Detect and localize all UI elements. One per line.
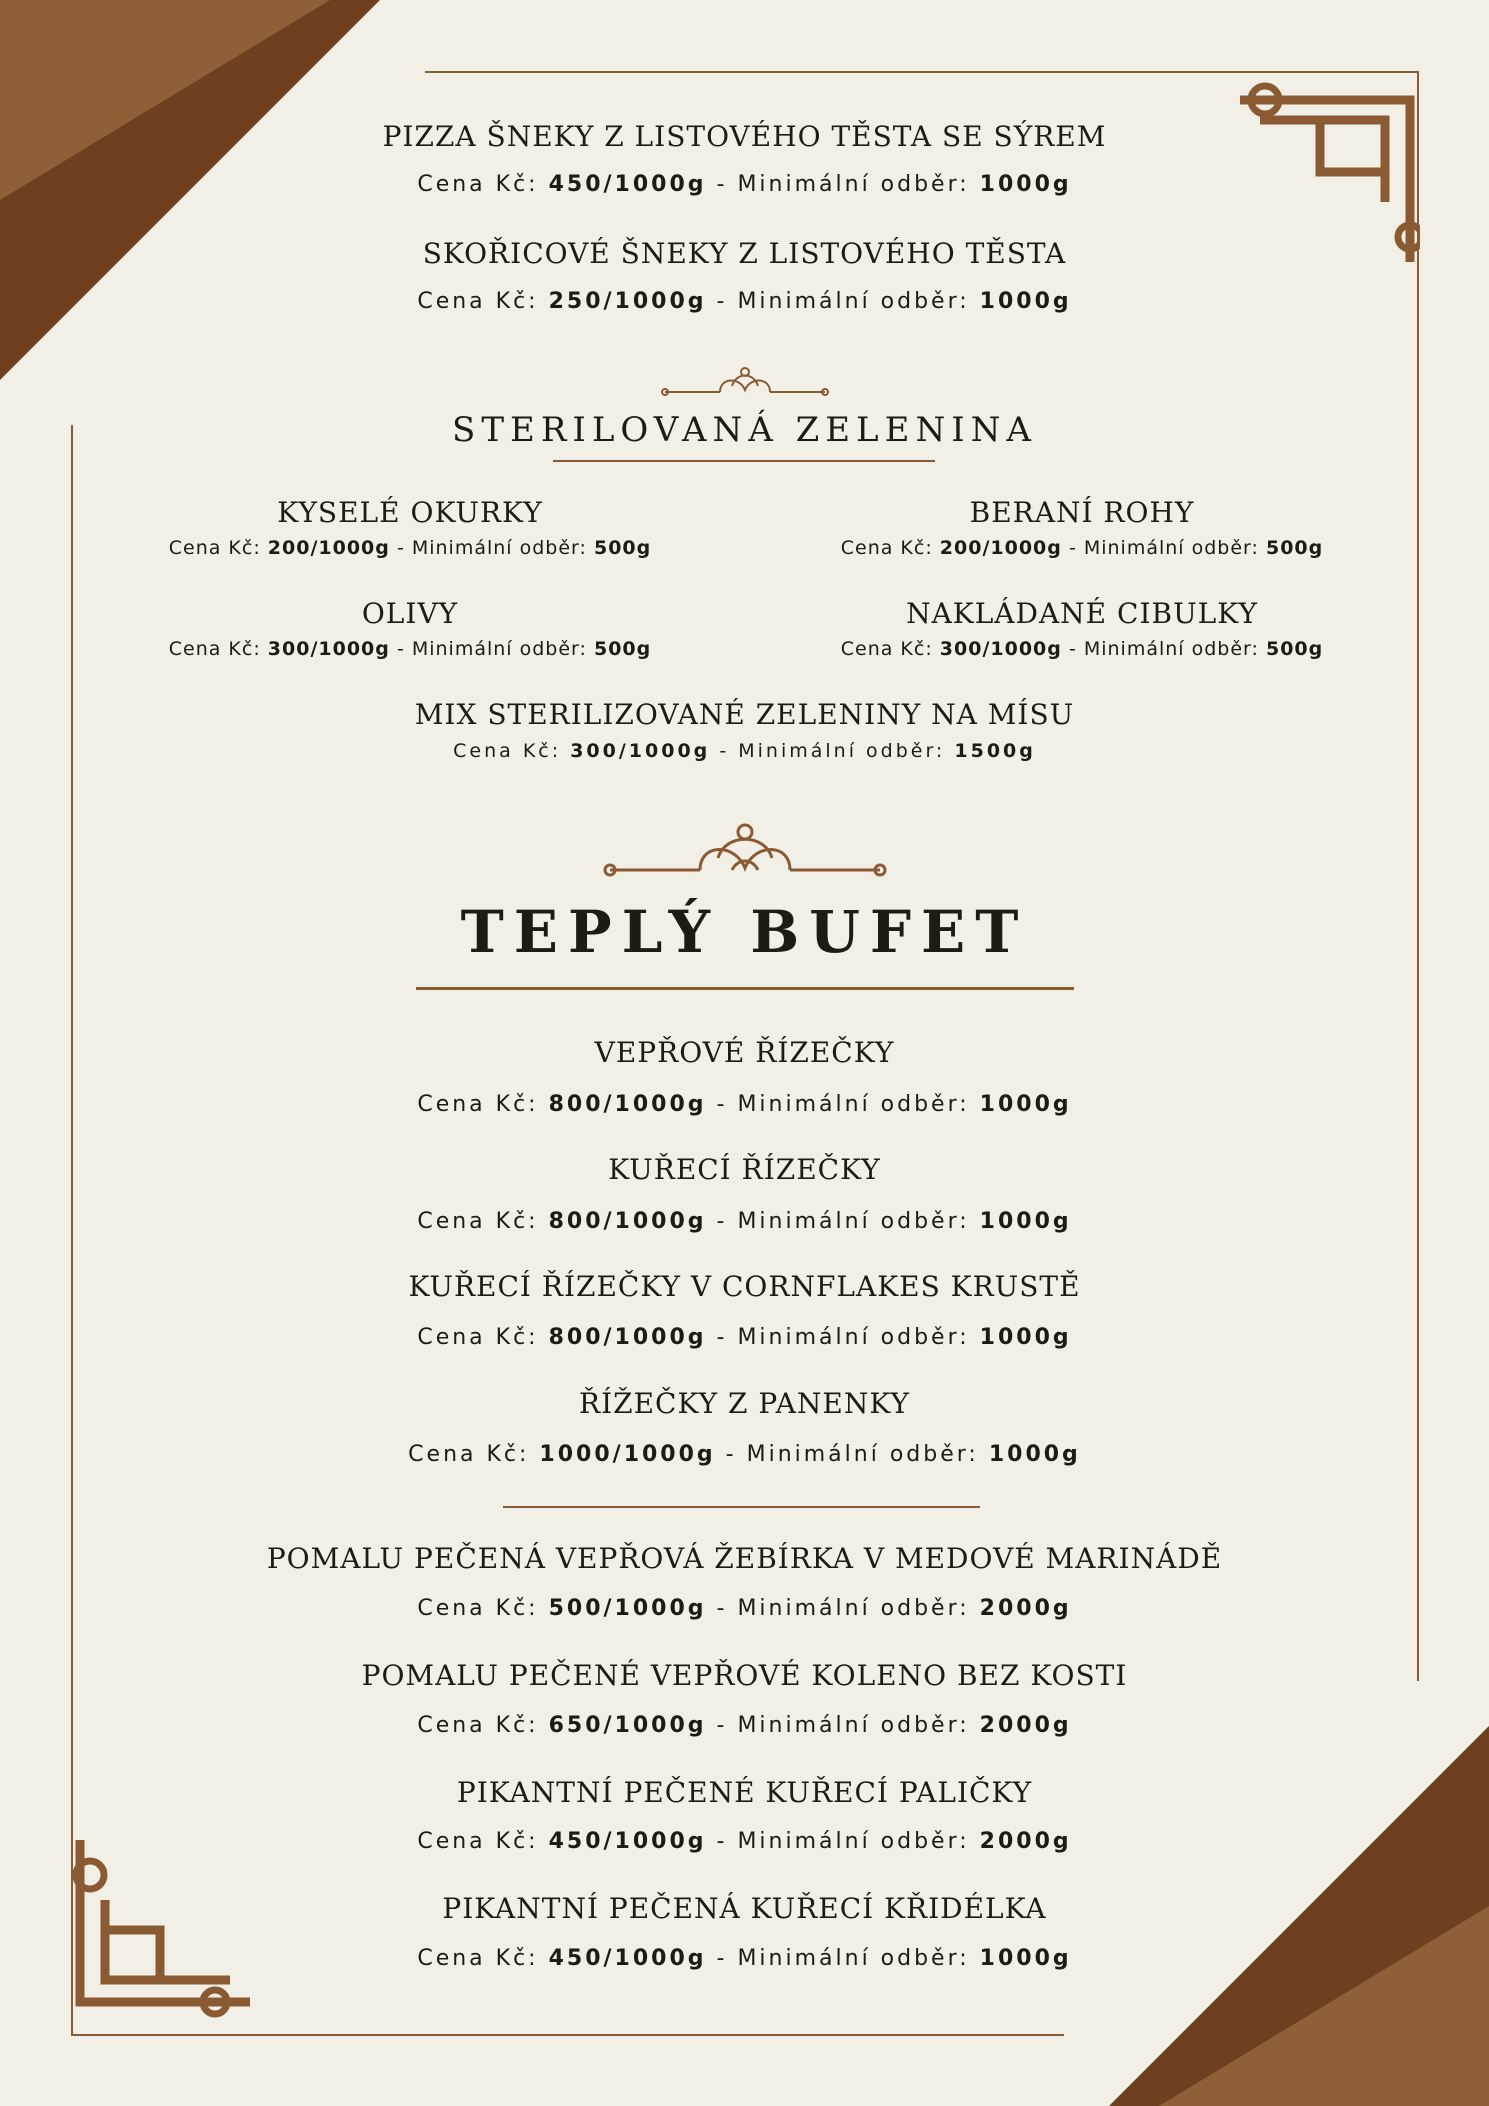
item-name: OLIVY (361, 597, 459, 630)
item-name: ŘÍŽEČKY Z PANENKY (579, 1387, 910, 1420)
bottom-left-ornament-icon (70, 1830, 270, 2030)
flourish-icon (660, 362, 830, 402)
item-price-line: Cena Kč: 650/1000g - Minimální odběr: 2000g (417, 1713, 1072, 1738)
section-divider (503, 1506, 980, 1508)
item-price-line: Cena Kč: 250/1000g - Minimální odběr: 1000g (417, 289, 1072, 314)
item-price-line: Cena Kč: 200/1000g - Minimální odběr: 500g (840, 537, 1324, 559)
frame-bottom-line (71, 2034, 1064, 2036)
item-name: KUŘECÍ ŘÍZEČKY (608, 1153, 881, 1186)
item-price-line: Cena Kč: 800/1000g - Minimální odběr: 1000g (417, 1209, 1072, 1234)
section-heading-hot-buffet: TEPLÝ BUFET (460, 898, 1029, 966)
item-name: PIKANTNÍ PEČENÁ KUŘECÍ KŘIDÉLKA (442, 1892, 1047, 1925)
item-price-line: Cena Kč: 200/1000g - Minimální odběr: 500g (168, 537, 652, 559)
item-price-line: Cena Kč: 450/1000g - Minimální odběr: 2000g (417, 1829, 1072, 1854)
item-name: KUŘECÍ ŘÍZEČKY V CORNFLAKES KRUSTĚ (408, 1270, 1081, 1303)
heading-underline (416, 987, 1074, 990)
item-price-line: Cena Kč: 800/1000g - Minimální odběr: 1000g (417, 1325, 1072, 1350)
item-name: PIZZA ŠNEKY Z LISTOVÉHO TĚSTA SE SÝREM (382, 120, 1107, 153)
item-name: BERANÍ ROHY (969, 496, 1195, 529)
item-name: SKOŘICOVÉ ŠNEKY Z LISTOVÉHO TĚSTA (422, 237, 1067, 270)
item-price-line: Cena Kč: 500/1000g - Minimální odběr: 2000g (417, 1596, 1072, 1621)
top-left-corner-decoration (0, 0, 400, 400)
item-name: KYSELÉ OKURKY (277, 496, 543, 529)
item-name: PIKANTNÍ PEČENÉ KUŘECÍ PALIČKY (456, 1776, 1033, 1809)
flourish-icon (600, 818, 890, 888)
item-name: VEPŘOVÉ ŘÍZEČKY (594, 1036, 895, 1069)
item-name: POMALU PEČENÁ VEPŘOVÁ ŽEBÍRKA V MEDOVÉ MARINÁDĚ (266, 1542, 1223, 1575)
item-price-line: Cena Kč: 300/1000g - Minimální odběr: 1500g (453, 740, 1036, 762)
item-price-line: Cena Kč: 1000/1000g - Minimální odběr: 1000g (408, 1442, 1081, 1467)
item-name: NAKLÁDANÉ CIBULKY (906, 597, 1258, 630)
item-price-line: Cena Kč: 450/1000g - Minimální odběr: 1000g (417, 1946, 1072, 1971)
item-name: MIX STERILIZOVANÉ ZELENINY NA MÍSU (414, 698, 1075, 731)
item-price-line: Cena Kč: 300/1000g - Minimální odběr: 500g (168, 638, 652, 660)
item-price-line: Cena Kč: 450/1000g - Minimální odběr: 1000g (417, 172, 1072, 197)
item-price-line: Cena Kč: 800/1000g - Minimální odběr: 1000g (417, 1092, 1072, 1117)
heading-underline (553, 460, 935, 462)
item-name: POMALU PEČENÉ VEPŘOVÉ KOLENO BEZ KOSTI (361, 1659, 1128, 1692)
section-heading-vegetables: STERILOVANÁ ZELENINA (452, 410, 1037, 450)
item-price-line: Cena Kč: 300/1000g - Minimální odběr: 500g (840, 638, 1324, 660)
